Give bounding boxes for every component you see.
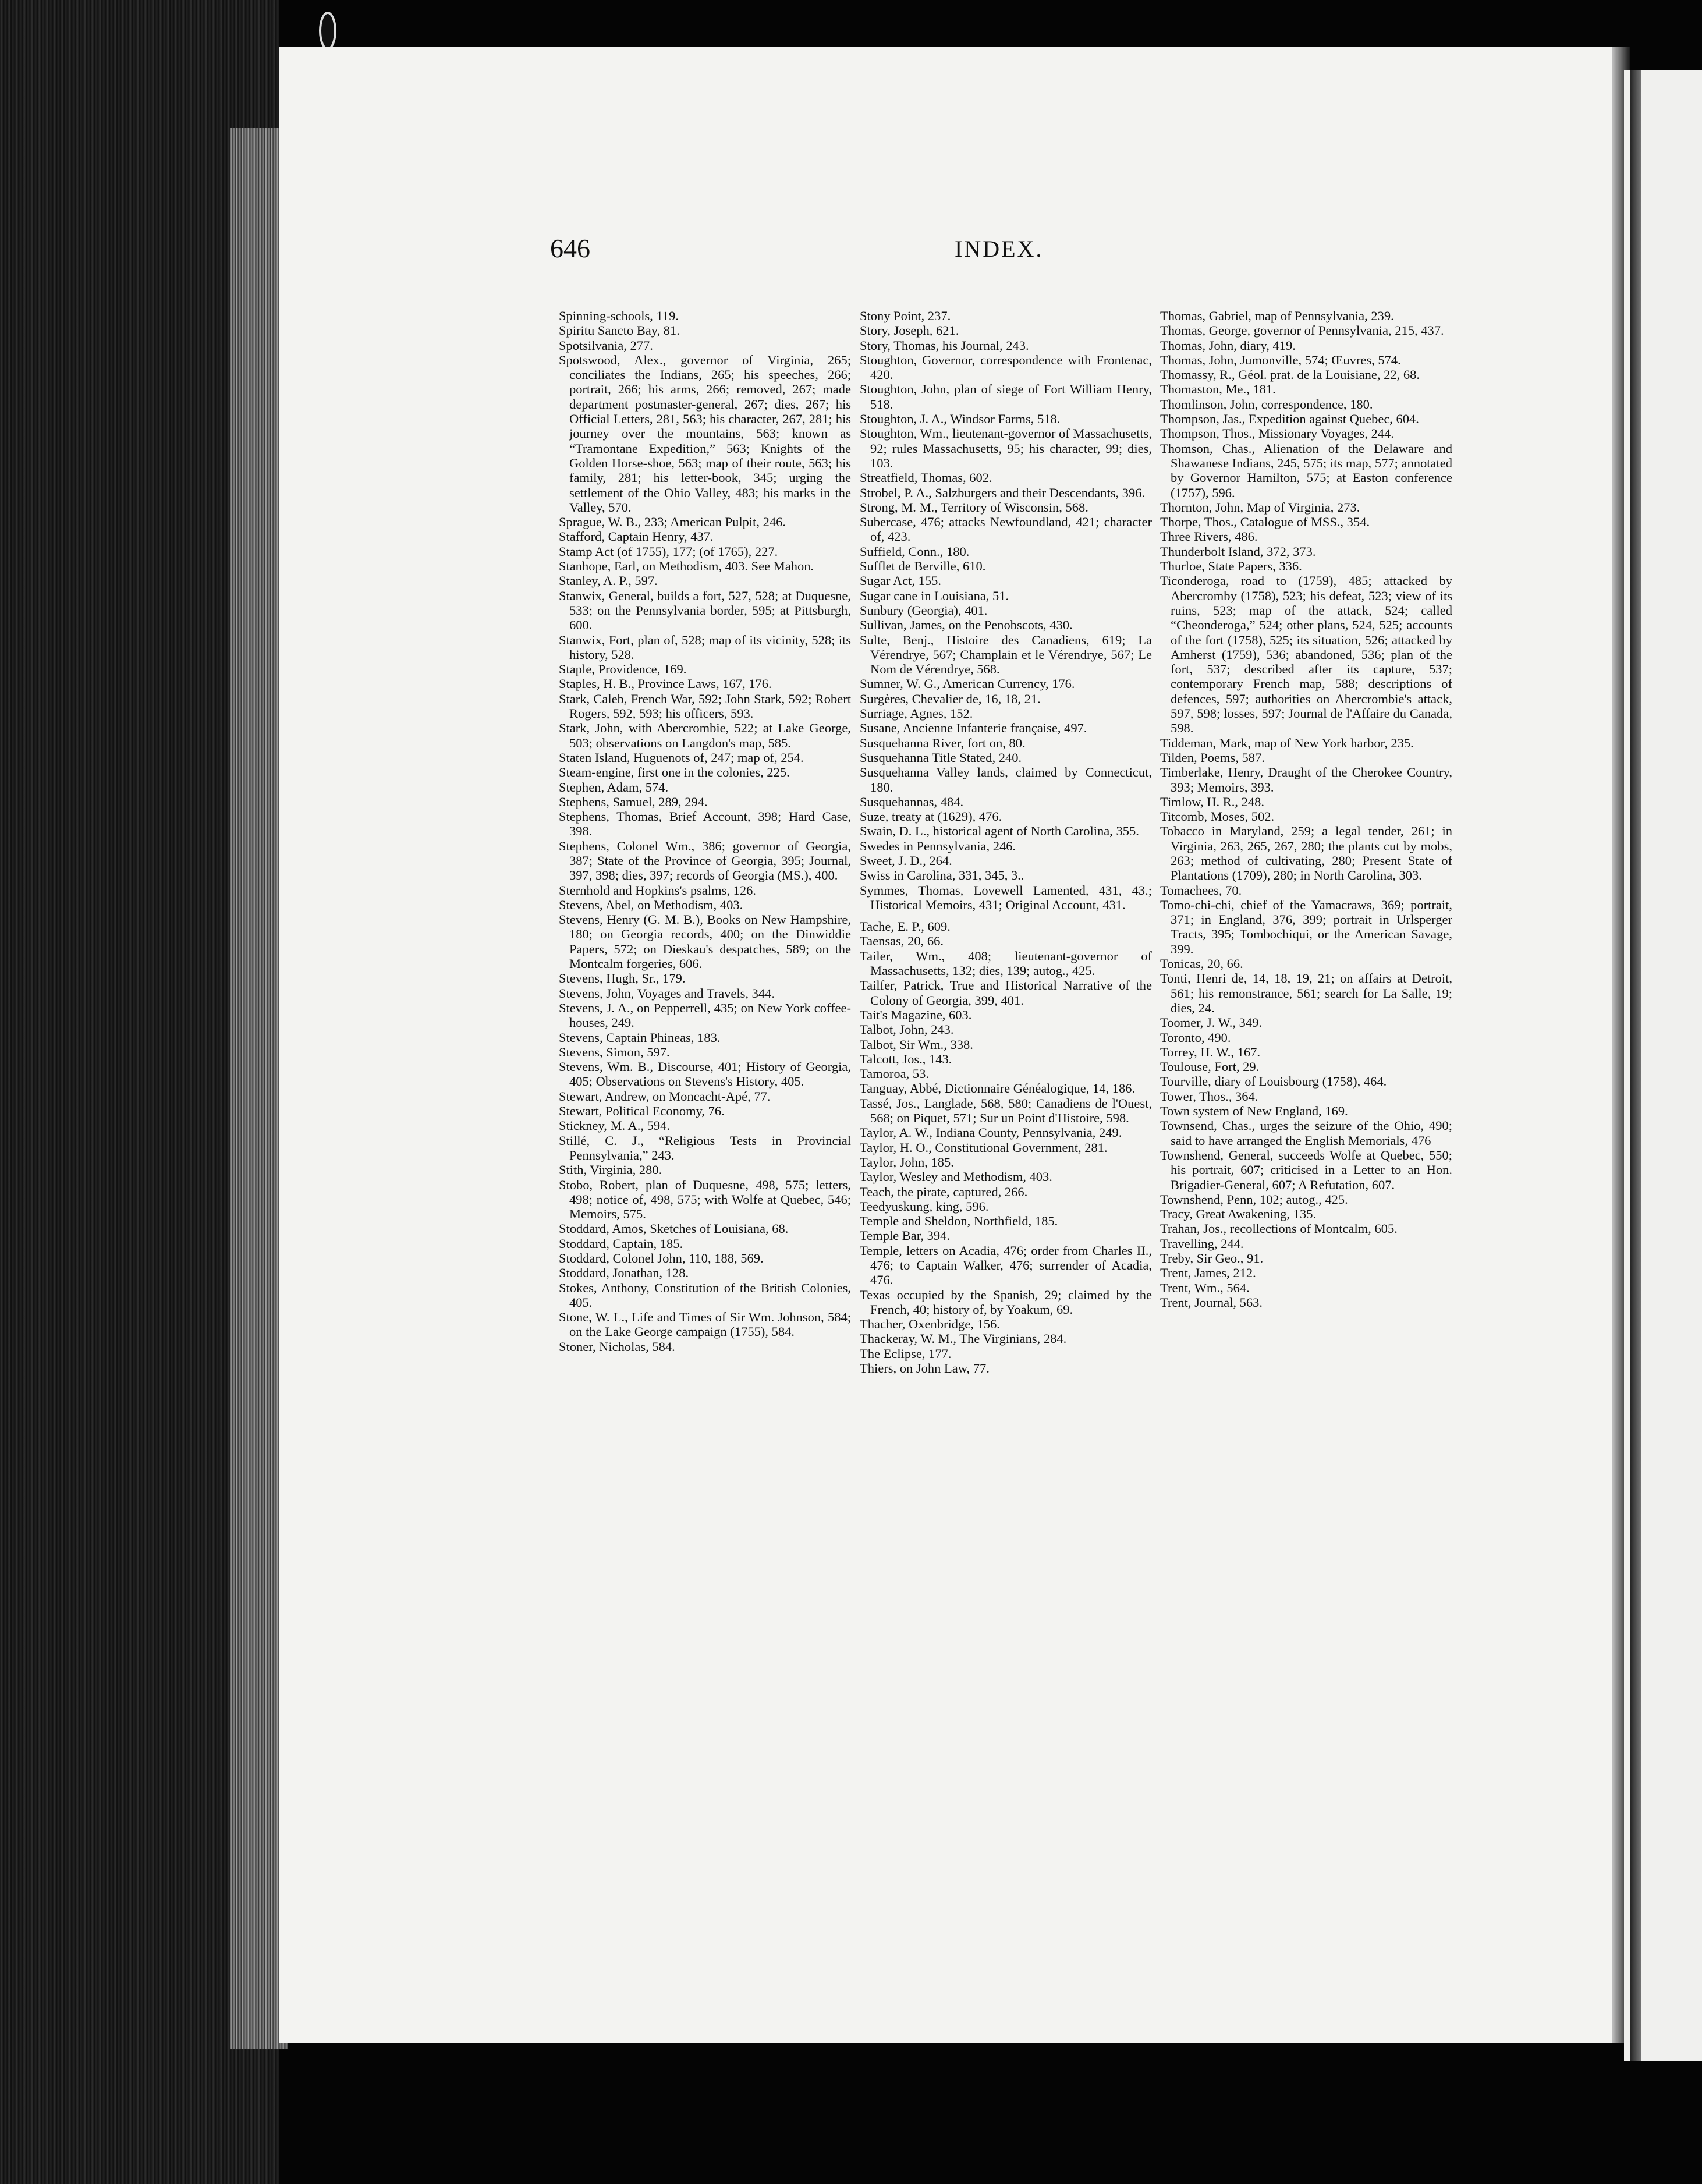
index-entry: Stevens, John, Voyages and Travels, 344.: [559, 985, 775, 1001]
index-entry: Sweet, J. D., 264.: [860, 853, 952, 868]
index-entry: Swain, D. L., historical agent of North Carolina, 355.: [860, 824, 1139, 839]
index-entry: Torrey, H. W., 167.: [1160, 1044, 1260, 1059]
index-entry: Thornton, John, Map of Virginia, 273.: [1160, 499, 1360, 515]
index-entry: Tanguay, Abbé, Dictionnaire Généalogique, 14, 186.: [860, 1081, 1136, 1096]
index-entry: Stoddard, Captain, 185.: [559, 1236, 683, 1251]
index-entry: Thiers, on John Law, 77.: [860, 1361, 990, 1376]
index-entry: Tonti, Henri de, 14, 18, 19, 21; on affairs at Detroit, 561; his remonstrance, 561; search for La Salle, 19; dies, 24.: [1160, 971, 1452, 1015]
index-entry: Townshend, General, succeeds Wolfe at Quebec, 550; his portrait, 607; criticised in a Letter to an Hon. Brigadier-General, 607; A Refutation, 607.: [1160, 1147, 1452, 1192]
index-entry: Sullivan, James, on the Penobscots, 430.: [860, 618, 1073, 633]
index-entry: Titcomb, Moses, 502.: [1160, 809, 1275, 824]
index-entry: Subercase, 476; attacks Newfoundland, 421; character of, 423.: [860, 515, 1152, 544]
index-entry: Stobo, Robert, plan of Duquesne, 498, 575; letters, 498; notice of, 498, 575; with Wolfe at Quebec, 546; Memoirs, 575.: [559, 1177, 851, 1222]
index-entry: Tailer, Wm., 408; lieutenant-governor of Massachusetts, 132; dies, 139; autog., 425.: [860, 948, 1152, 978]
index-entry: Talcott, Jos., 143.: [860, 1051, 952, 1066]
index-entry: Spotsilvania, 277.: [559, 338, 653, 353]
index-entry: Tobacco in Maryland, 259; a legal tender, 261; in Virginia, 263, 265, 267, 280; the plants cut by mobs, 263; method of cultivating, 280; Present State of Plantations (1709), 280; in North Carolina, 303.: [1160, 824, 1452, 883]
index-entry: Thompson, Thos., Missionary Voyages, 244.: [1160, 426, 1394, 441]
index-entry: Texas occupied by the Spanish, 29; claimed by the French, 40; history of, by Yoakum, 69.: [860, 1287, 1152, 1317]
index-entry: Timberlake, Henry, Draught of the Cherokee Country, 393; Memoirs, 393.: [1160, 765, 1452, 795]
index-entry: Stark, Caleb, French War, 592; John Stark, 592; Robert Rogers, 592, 593; his officers, 593.: [559, 691, 851, 721]
index-column-1: [559, 309, 851, 1354]
index-entry: Sulte, Benj., Histoire des Canadiens, 619; La Vérendrye, 567; Champlain et le Vérendrye, 567; Le Nom de Vérendrye, 568.: [860, 632, 1152, 677]
section-gap: [860, 912, 1152, 919]
index-entry: Stanwix, Fort, plan of, 528; map of its vicinity, 528; its history, 528.: [559, 632, 851, 662]
index-entry: Spinning-schools, 119.: [559, 309, 679, 323]
index-entry: Stafford, Captain Henry, 437.: [559, 529, 714, 544]
index-entry: Stark, John, with Abercrombie, 522; at Lake George, 503; observations on Langdon's map, 585.: [559, 721, 851, 750]
index-entry: Tomachees, 70.: [1160, 882, 1242, 898]
index-entry: Sumner, W. G., American Currency, 176.: [860, 676, 1075, 692]
index-entry: Thorpe, Thos., Catalogue of MSS., 354.: [1160, 515, 1370, 530]
index-entry: Spotswood, Alex., governor of Virginia, 265; conciliates the Indians, 265; his speeches, 266; portrait, 266; his arms, 266; removed, 267; made department postmaster-general, 267; dies, 267; his Official Letters, 281, 563; his character, 267, 281; his journey over the mountains, 563; known as “Tramontane Expedition,” 563; Knights of the Golden Horse-shoe, 563; map of their route, 563; his family, 281; his letter-book, 345; urging the settlement of the Ohio Valley, 483; his marks in the Valley, 570.: [559, 352, 851, 515]
index-entry: Tassé, Jos., Langlade, 568, 580; Canadiens de l'Ouest, 568; on Piquet, 571; Sur un Point d'Histoire, 598.: [860, 1095, 1152, 1126]
index-entry: Thompson, Jas., Expedition against Quebec, 604.: [1160, 412, 1419, 427]
index-entry: Tailfer, Patrick, True and Historical Narrative of the Colony of Georgia, 399, 401.: [860, 978, 1152, 1008]
index-entry: Trent, Wm., 564.: [1160, 1280, 1250, 1295]
index-entry: Streatfield, Thomas, 602.: [860, 470, 992, 485]
index-entry: Strong, M. M., Territory of Wisconsin, 568.: [860, 499, 1088, 515]
index-entry: Trent, James, 212.: [1160, 1265, 1256, 1281]
index-entry: Trahan, Jos., recollections of Montcalm, 605.: [1160, 1221, 1398, 1236]
facing-page-edge: [1630, 70, 1641, 2061]
index-entry: Suze, treaty at (1629), 476.: [860, 809, 1002, 824]
index-entry: Tonicas, 20, 66.: [1160, 956, 1243, 972]
index-entry: Thacher, Oxenbridge, 156.: [860, 1317, 1000, 1332]
index-entry: Tamoroa, 53.: [860, 1066, 930, 1082]
index-entry: Thurloe, State Papers, 336.: [1160, 559, 1302, 574]
index-entry: Thunderbolt Island, 372, 373.: [1160, 544, 1316, 559]
index-entry: Town system of New England, 169.: [1160, 1104, 1348, 1119]
index-entry: Suffield, Conn., 180.: [860, 544, 970, 559]
index-entry: Stanley, A. P., 597.: [559, 573, 658, 588]
index-entry: Sufflet de Berville, 610.: [860, 559, 986, 574]
index-entry: Stevens, Wm. B., Discourse, 401; History of Georgia, 405; Observations on Stevens's History, 405.: [559, 1059, 851, 1089]
index-entry: Stanhope, Earl, on Methodism, 403. See Mahon.: [559, 559, 814, 574]
index-entry: Temple, letters on Acadia, 476; order from Charles II., 476; to Captain Walker, 476; surrender of Acadia, 476.: [860, 1243, 1152, 1288]
index-entry: Stephens, Thomas, Brief Account, 398; Hard Case, 398.: [559, 809, 851, 839]
index-column-2: [860, 309, 1152, 1375]
index-entry: Stephen, Adam, 574.: [559, 779, 669, 795]
index-entry: Susquehanna Title Stated, 240.: [860, 750, 1022, 765]
index-entry: Tourville, diary of Louisbourg (1758), 464.: [1160, 1074, 1387, 1089]
index-entry: Townsend, Chas., urges the seizure of the Ohio, 490; said to have arranged the English Memorials, 476: [1160, 1118, 1452, 1148]
index-entry: Temple and Sheldon, Northfield, 185.: [860, 1214, 1058, 1229]
index-entry: Surgères, Chevalier de, 16, 18, 21.: [860, 691, 1041, 706]
index-entry: Travelling, 244.: [1160, 1236, 1244, 1251]
index-entry: Taylor, H. O., Constitutional Government, 281.: [860, 1140, 1108, 1155]
index-entry: Surriage, Agnes, 152.: [860, 706, 973, 721]
index-column-3: [1160, 309, 1452, 1310]
index-entry: Taylor, John, 185.: [860, 1154, 954, 1169]
index-entry: Stevens, Hugh, Sr., 179.: [559, 971, 686, 986]
index-entry: Stewart, Political Economy, 76.: [559, 1104, 725, 1119]
index-entry: Sugar Act, 155.: [860, 573, 941, 588]
index-entry: Stephens, Colonel Wm., 386; governor of Georgia, 387; State of the Province of Georgia, 395; Journal, 397, 398; dies, 397; records of Georgia (MS.), 400.: [559, 838, 851, 883]
index-entry: Stokes, Anthony, Constitution of the British Colonies, 405.: [559, 1280, 851, 1310]
index-entry: Teedyuskung, king, 596.: [860, 1199, 989, 1214]
index-entry: Stamp Act (of 1755), 177; (of 1765), 227.: [559, 544, 778, 559]
index-entry: Stoddard, Colonel John, 110, 188, 569.: [559, 1251, 764, 1265]
index-entry: Stevens, J. A., on Pepperrell, 435; on New York coffee-houses, 249.: [559, 1000, 851, 1030]
index-entry: Tomo-chi-chi, chief of the Yamacraws, 369; portrait, 371; in England, 376, 399; portrait in Urlsperger Tracts, 395; Tombochiqui, or the American Savage, 399.: [1160, 897, 1452, 956]
index-entry: Thomassy, R., Géol. prat. de la Louisiane, 22, 68.: [1160, 367, 1420, 382]
index-entry: Stewart, Andrew, on Moncacht-Apé, 77.: [559, 1089, 771, 1104]
index-entry: Ticonderoga, road to (1759), 485; attacked by Abercromby (1758), 523; his defeat, 523; view of its ruins, 523; map of the attack, 524; called “Cheonderoga,” 524; other plans, 524, 525; accounts of the fort (1758), 525; its situation, 526; attacked by Amherst (1759), 536; abandoned, 536; plan of the fort, 537; described after its capture, 537; contemporary French map, 588; descriptions of defences, 597; authorities on Abercrombie's attack, 597, 598; losses, 597; Journal de l'Affaire du Canada, 598.: [1160, 573, 1452, 736]
index-entry: Swedes in Pennsylvania, 246.: [860, 838, 1016, 853]
index-entry: Treby, Sir Geo., 91.: [1160, 1251, 1264, 1265]
index-entry: Strobel, P. A., Salzburgers and their Descendants, 396.: [860, 485, 1146, 500]
index-entry: Trent, Journal, 563.: [1160, 1295, 1263, 1310]
index-entry: Stevens, Captain Phineas, 183.: [559, 1030, 721, 1045]
index-entry: Stevens, Simon, 597.: [559, 1044, 670, 1059]
index-entry: Sugar cane in Louisiana, 51.: [860, 588, 1009, 603]
index-entry: Story, Thomas, his Journal, 243.: [860, 338, 1029, 353]
index-entry: Swiss in Carolina, 331, 345, 3..: [860, 868, 1024, 883]
index-entry: Stoughton, Governor, correspondence with Frontenac, 420.: [860, 352, 1152, 382]
index-entry: Sunbury (Georgia), 401.: [860, 602, 988, 618]
index-entry: Taensas, 20, 66.: [860, 934, 944, 949]
index-entry: Thomas, John, diary, 419.: [1160, 338, 1296, 353]
page-number: 646: [550, 233, 590, 263]
index-entry: Stevens, Abel, on Methodism, 403.: [559, 897, 743, 912]
index-entry: Stoddard, Jonathan, 128.: [559, 1265, 689, 1281]
index-entry: Taylor, Wesley and Methodism, 403.: [860, 1169, 1052, 1185]
index-entry: Talbot, Sir Wm., 338.: [860, 1037, 973, 1052]
index-entry: Stoddard, Amos, Sketches of Louisiana, 68.: [559, 1221, 789, 1236]
index-entry: Stillé, C. J., “Religious Tests in Provincial Pennsylvania,” 243.: [559, 1133, 851, 1162]
page-header: [550, 233, 1458, 274]
index-entry: Stoughton, Wm., lieutenant-governor of Massachusetts, 92; rules Massachusetts, 95; his character, 99; dies, 103.: [860, 426, 1152, 470]
index-entry: Spiritu Sancto Bay, 81.: [559, 323, 680, 338]
index-entry: Stoughton, John, plan of siege of Fort William Henry, 518.: [860, 382, 1152, 412]
index-entry: Townshend, Penn, 102; autog., 425.: [1160, 1192, 1348, 1207]
index-entry: Tache, E. P., 609.: [860, 919, 951, 934]
index-entry: Thomas, Gabriel, map of Pennsylvania, 239.: [1160, 309, 1394, 323]
index-entry: Stone, W. L., Life and Times of Sir Wm. Johnson, 584; on the Lake George campaign (1755), 584.: [559, 1310, 851, 1339]
index-entry: Stoughton, J. A., Windsor Farms, 518.: [860, 412, 1061, 427]
index-entry: Toronto, 490.: [1160, 1030, 1231, 1045]
index-entry: Susane, Ancienne Infanterie française, 497.: [860, 721, 1087, 736]
index-entry: Staples, H. B., Province Laws, 167, 176.: [559, 676, 772, 692]
running-title: INDEX.: [955, 236, 1044, 262]
index-entry: Stoner, Nicholas, 584.: [559, 1339, 675, 1354]
index-entry: Stith, Virginia, 280.: [559, 1162, 662, 1178]
index-entry: The Eclipse, 177.: [860, 1346, 952, 1361]
index-entry: Susquehanna River, fort on, 80.: [860, 735, 1026, 750]
index-entry: Tilden, Poems, 587.: [1160, 750, 1265, 765]
index-entry: Teach, the pirate, captured, 266.: [860, 1184, 1028, 1199]
index-entry: Stephens, Samuel, 289, 294.: [559, 794, 708, 809]
index-entry: Thackeray, W. M., The Virginians, 284.: [860, 1331, 1067, 1346]
index-entry: Stony Point, 237.: [860, 309, 951, 323]
index-entry: Sprague, W. B., 233; American Pulpit, 246.: [559, 515, 786, 530]
index-entry: Susquehanna Valley lands, claimed by Connecticut, 180.: [860, 765, 1152, 795]
index-entry: Thomaston, Me., 181.: [1160, 382, 1276, 397]
index-entry: Temple Bar, 394.: [860, 1228, 950, 1243]
index-entry: Susquehannas, 484.: [860, 794, 964, 809]
index-entry: Stickney, M. A., 594.: [559, 1118, 671, 1133]
index-entry: Tower, Thos., 364.: [1160, 1089, 1258, 1104]
index-entry: Taylor, A. W., Indiana County, Pennsylvania, 249.: [860, 1125, 1122, 1140]
index-entry: Staten Island, Huguenots of, 247; map of, 254.: [559, 750, 804, 765]
index-entry: Tracy, Great Awakening, 135.: [1160, 1207, 1317, 1222]
index-entry: Sternhold and Hopkins's psalms, 126.: [559, 882, 757, 898]
index-entry: Stevens, Henry (G. M. B.), Books on New Hampshire, 180; on Georgia records, 400; on the Dinwiddie Papers, 572; on Dieskau's despatches, 589; on the Montcalm forgeries, 606.: [559, 912, 851, 972]
index-entry: Thomas, John, Jumonville, 574; Œuvres, 574.: [1160, 352, 1401, 367]
binding-mark: [319, 12, 336, 50]
index-entry: Thomas, George, governor of Pennsylvania, 215, 437.: [1160, 323, 1444, 338]
index-entry: Symmes, Thomas, Lovewell Lamented, 431, 43.; Historical Memoirs, 431; Original Account, 431.: [860, 882, 1152, 912]
index-entry: Steam-engine, first one in the colonies, 225.: [559, 765, 790, 780]
index-entry: Toomer, J. W., 349.: [1160, 1015, 1263, 1030]
index-entry: Staple, Providence, 169.: [559, 662, 687, 677]
index-entry: Tiddeman, Mark, map of New York harbor, 235.: [1160, 735, 1414, 750]
index-entry: Thomson, Chas., Alienation of the Delaware and Shawanese Indians, 245, 575; its map, 577; annotated by Governor Hamilton, 575; at Easton conference (1757), 596.: [1160, 441, 1452, 500]
index-entry: Timlow, H. R., 248.: [1160, 794, 1265, 809]
index-entry: Three Rivers, 486.: [1160, 529, 1258, 544]
index-entry: Thomlinson, John, correspondence, 180.: [1160, 396, 1373, 412]
index-entry: Story, Joseph, 621.: [860, 323, 959, 338]
index-entry: Talbot, John, 243.: [860, 1022, 954, 1037]
index-entry: Stanwix, General, builds a fort, 527, 528; at Duquesne, 533; on the Pennsylvania border, 595; at Pittsburgh, 600.: [559, 588, 851, 633]
index-entry: Toulouse, Fort, 29.: [1160, 1059, 1260, 1075]
index-entry: Tait's Magazine, 603.: [860, 1007, 972, 1022]
